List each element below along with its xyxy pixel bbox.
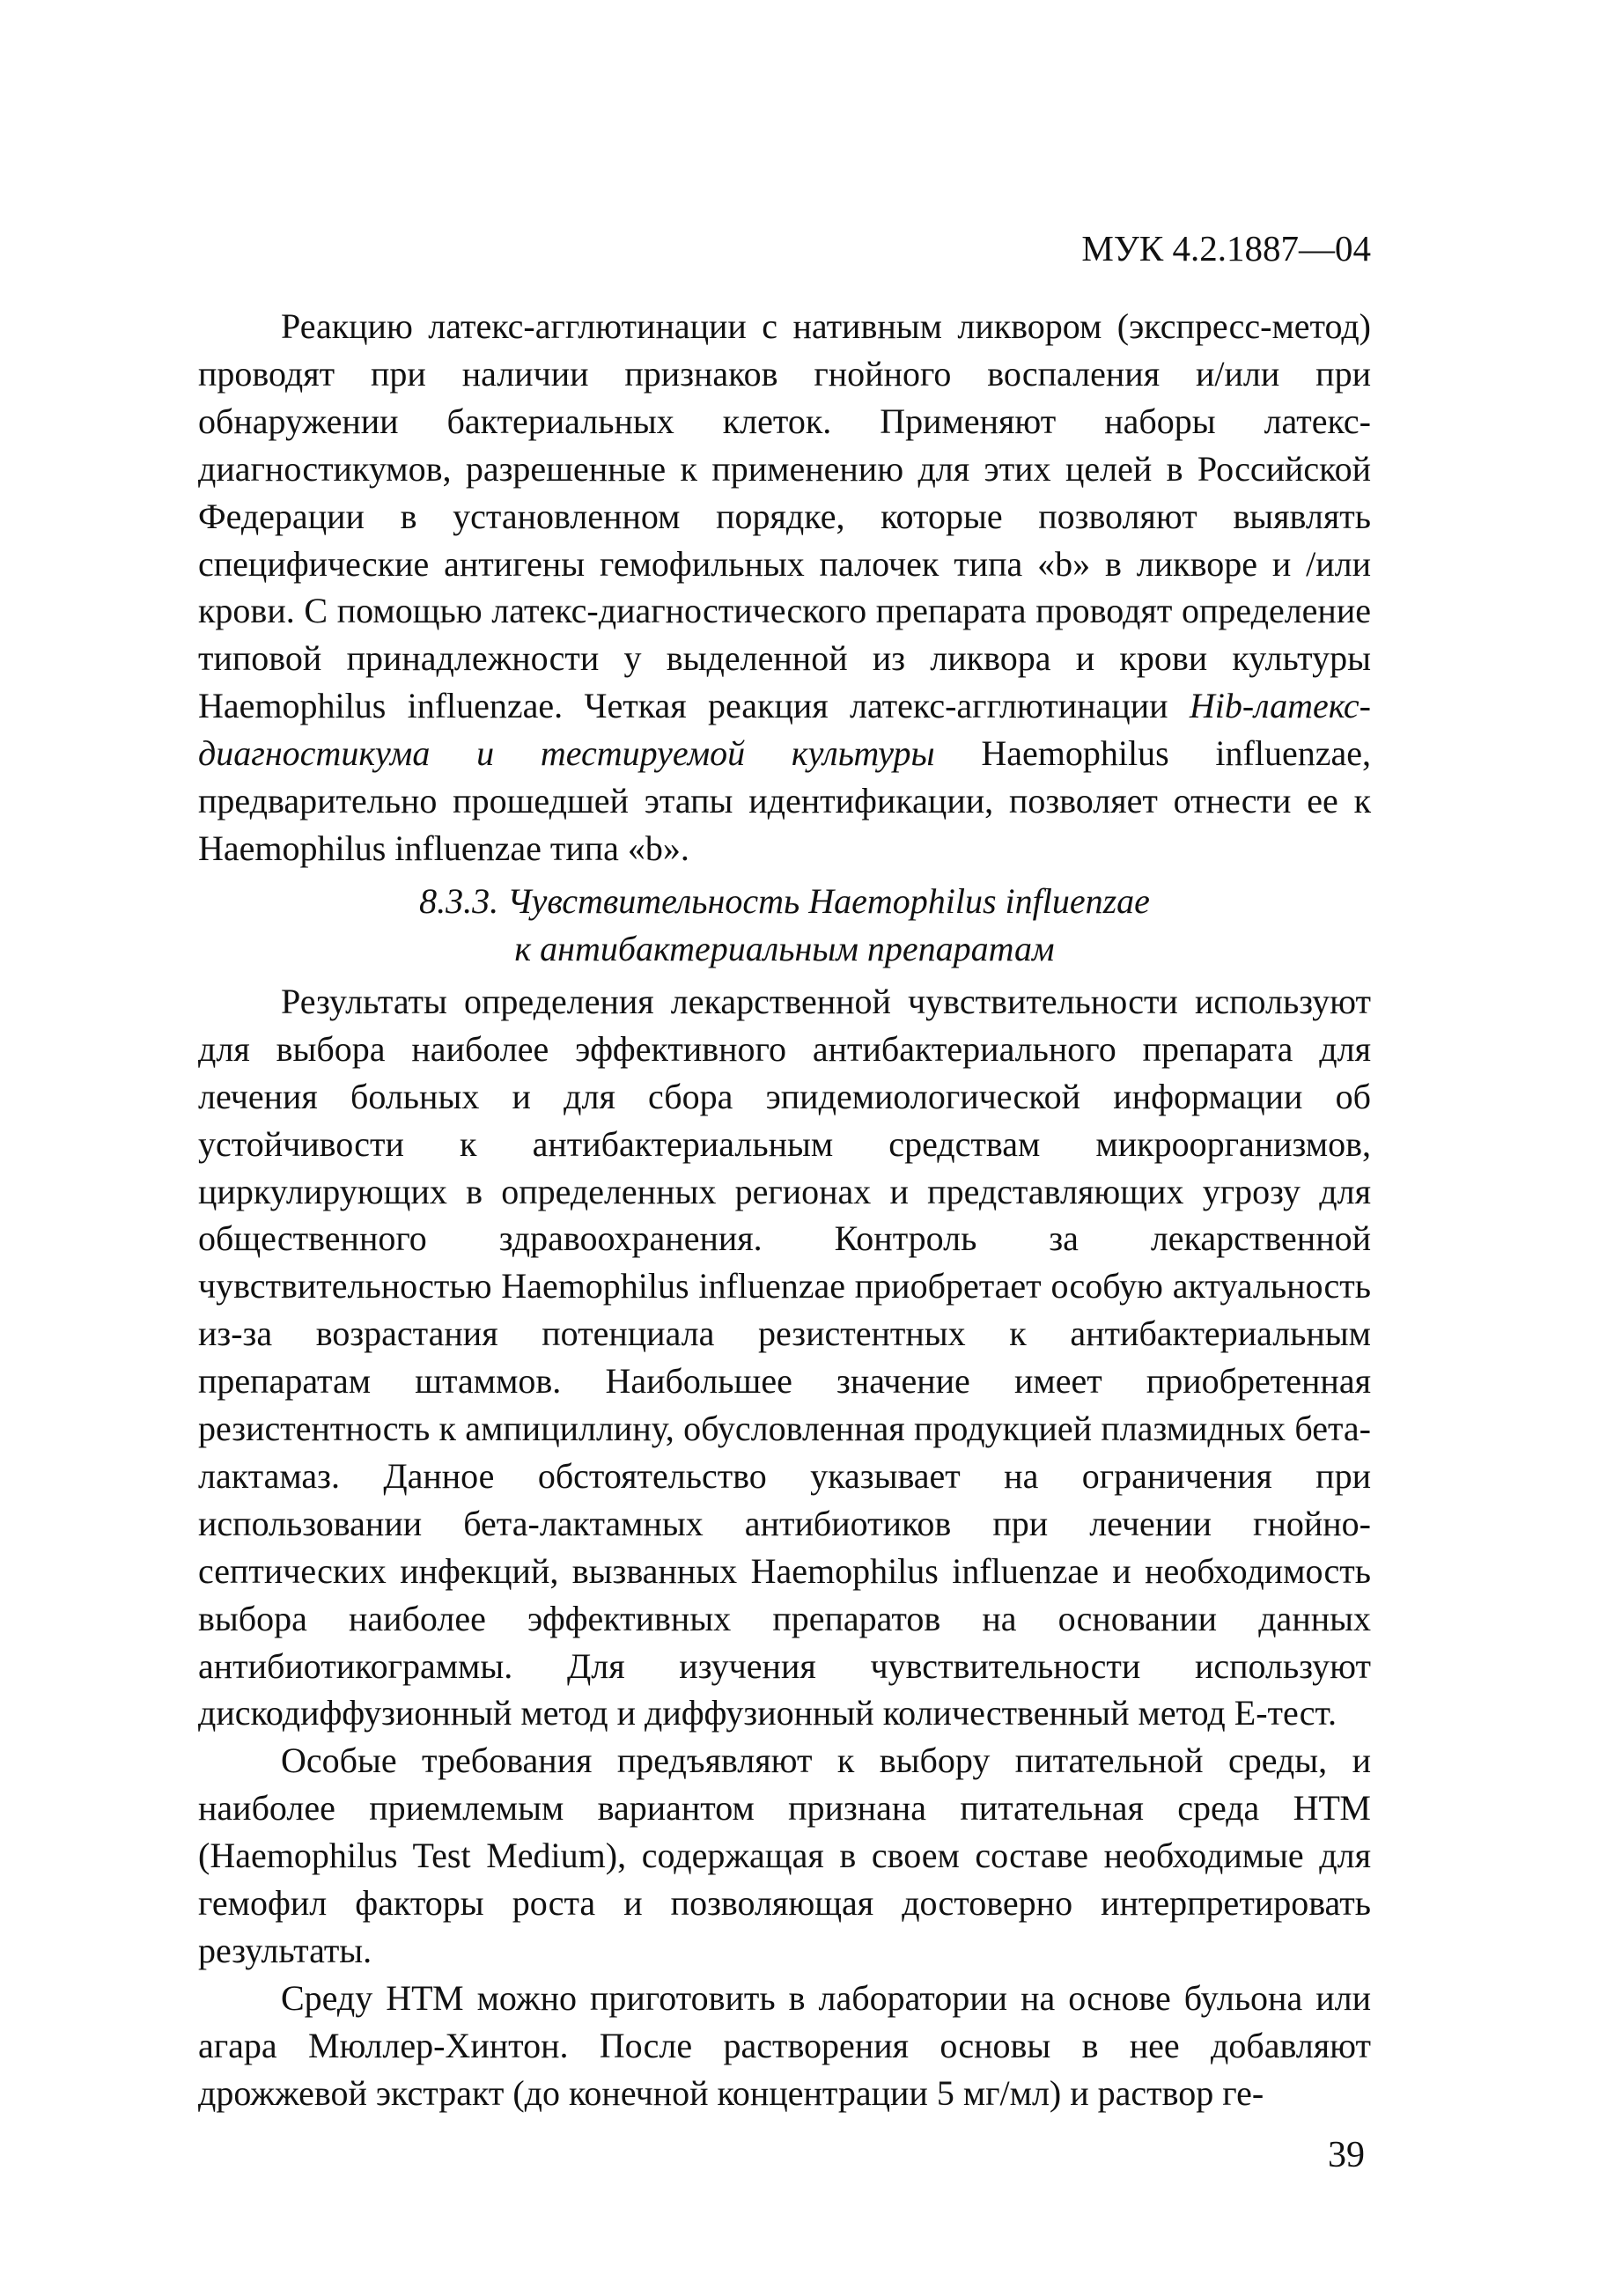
paragraph-htm-preparation: Среду НТМ можно приготовить в лаборатории на основе бульона или агара Мюллер-Хинтон. После растворения основы в нее добавляют дрожжевой экстракт (до конечной концентрации 5 мг/мл) и раствор ге- bbox=[198, 1977, 1371, 2113]
paragraph-1-text-before: Реакцию латекс-агглютинации с нативным ликвором (экспресс-метод) проводят при наличии признаков гнойного воспаления и/или при обнаружении бактериальных клеток. Применяют наборы латекс-диагностикумов, разрешенные к применению для этих целей в Российской Федерации в установленном порядке, которые позволяют выявлять специфические антигены гемофильных палочек типа «b» в ликворе и /или крови. С помощью латекс-диагностического препарата проводят определение типовой принадлежности у выделенной из ликвора и крови культуры Haemophilus influenzae. Четкая реакция латекс-агглютинации bbox=[198, 306, 1371, 726]
paragraph-1-italic-text: Hib-латекс-диагностикума и тестируемой культуры bbox=[198, 686, 1371, 774]
document-code-header: МУК 4.2.1887—04 bbox=[1081, 228, 1371, 269]
document-page bbox=[198, 227, 1371, 2270]
section-heading bbox=[198, 878, 1371, 973]
paragraph-susceptibility-results: Результаты определения лекарственной чувствительности используют для выбора наиболее эффективного антибактериального препарата для лечения больных и для сбора эпидемиологической информации об устойчивости к антибактериальным средствам микроорганизмов, циркулирующих в определенных регионах и представляющих угрозу для общественного здравоохранения. Контроль за лекарственной чувствительностью Haemophilus influenzae приобретает особую актуальность из-за возрастания потенциала резистентных к антибактериальным препаратам штаммов. Наибольшее значение имеет приобретенная резистентность к ампициллину, обусловленная продукцией плазмидных бета-лактамаз. Данное обстоятельство указывает на ограничения при использовании бета-лактамных антибиотиков при лечении гнойно-септических инфекций, вызванных Haemophilus influenzae и необходимость выбора наиболее эффективных препаратов на основании данных антибиотикограммы. Для изучения чувствительности используют дискодиффузионный метод и диффузионный количественный метод Е-тест. bbox=[198, 981, 1371, 1733]
paragraph-latex-agglutination bbox=[198, 303, 1371, 872]
section-heading-line-1: 8.3.3. Чувствительность Haemophilus influenzae bbox=[419, 880, 1150, 921]
paragraph-medium-requirements: Особые требования предъявляют к выбору питательной среды, и наиболее приемлемым вариантом признана питательная среда НТМ (Haemophilus Test Medium), содержащая в своем составе необходимые для гемофил факторы роста и позволяющая достоверно интерпретировать результаты. bbox=[198, 1740, 1371, 1970]
section-heading-line-2: к антибактериальным препаратам bbox=[514, 928, 1055, 968]
page-number: 39 bbox=[1328, 2135, 1365, 2175]
paragraph-1-text-after: Haemophilus influenzae, предварительно прошедшей этапы идентификации, позволяет отнести ее к Haemophilus influenzae типа «b». bbox=[198, 733, 1371, 868]
